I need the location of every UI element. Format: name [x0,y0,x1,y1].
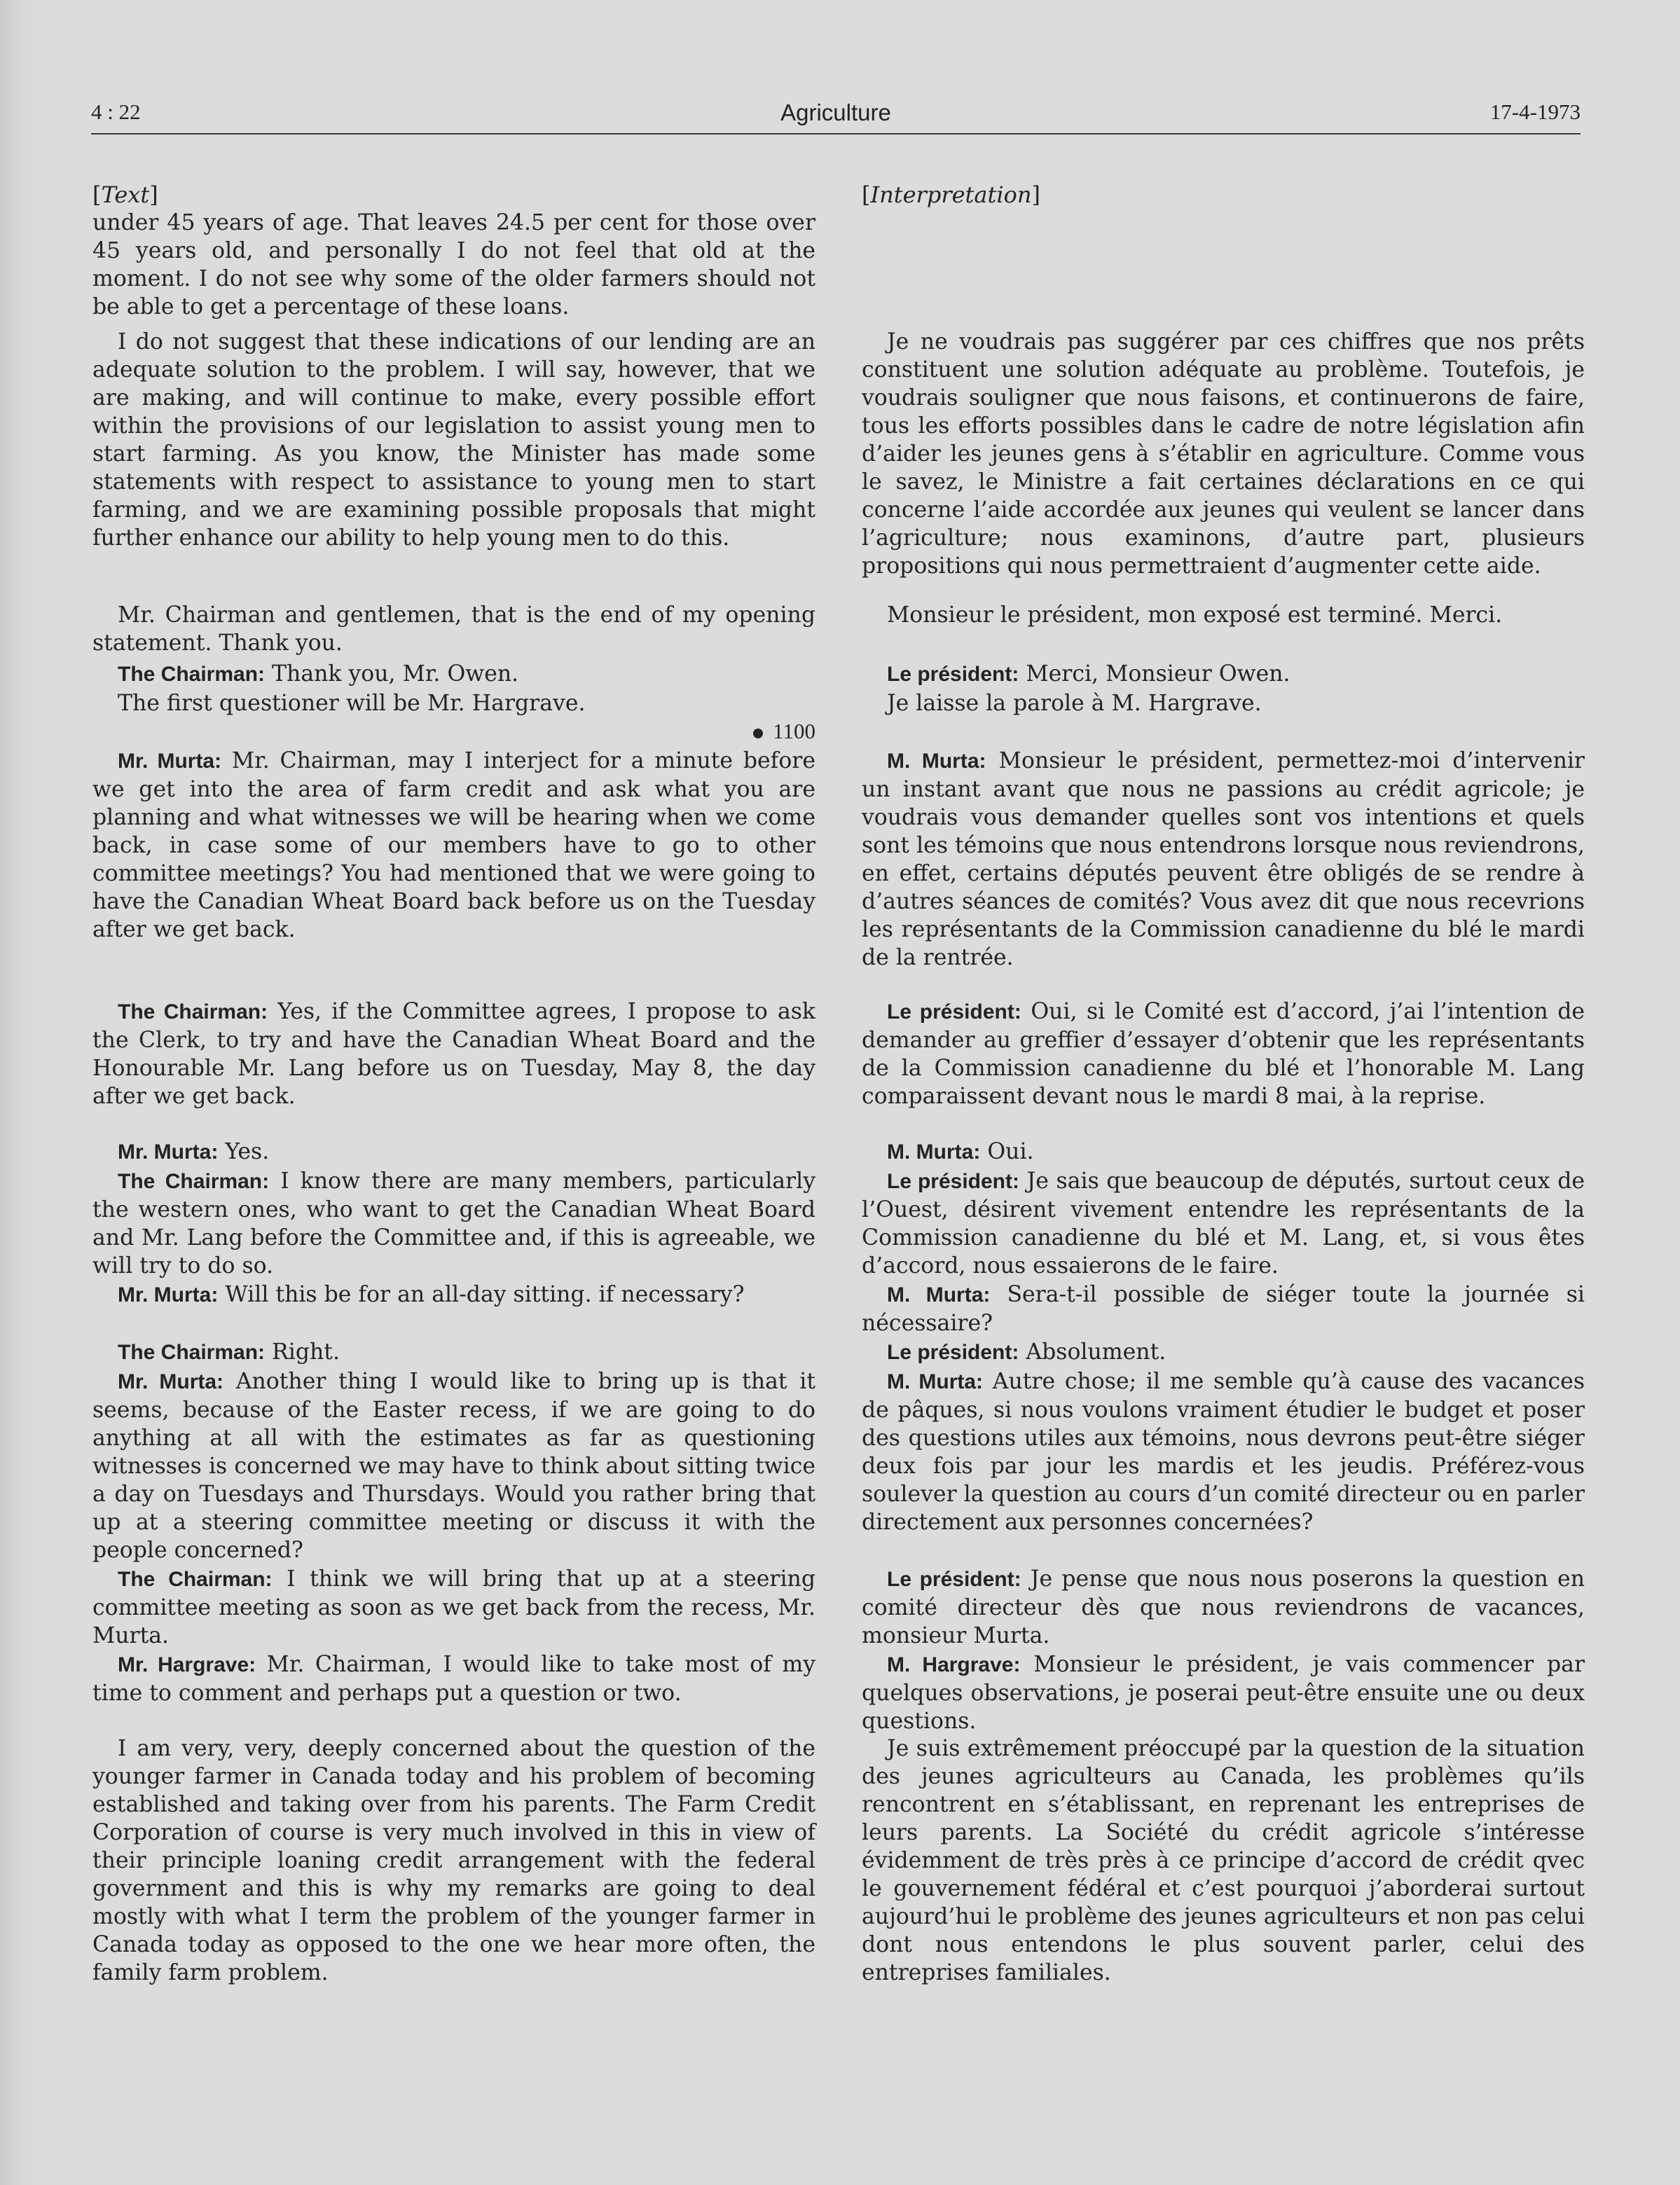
time-marker: 1100 [753,717,815,745]
speech-text: Will this be for an all-day sitting. if necessary? [218,1282,745,1307]
speaker-name: Le président: [887,1568,1021,1591]
speaker-paragraph [92,1167,815,1280]
speaker-name: The Chairman: [118,1000,268,1023]
speaker-name: The Chairman: [118,1341,266,1364]
page-title: Agriculture [780,99,891,125]
page-number: 4 : 22 [91,99,141,124]
speech-text: Merci, Monsieur Owen. [1019,661,1290,687]
paragraph: under 45 years of age. That leaves 24.5 per cent for those over 45 years old, and personally I do not feel that old at the moment. I do not see why some of the older farmers should not be able to get a percentage of these loans. [92,210,815,319]
speaker-paragraph [92,998,815,1110]
speech-text: Mr. Chairman, I would like to take most of my time to comment and perhaps put a question or two. [92,1652,815,1706]
speaker-paragraph [862,1650,1585,1735]
paragraph: Je suis extrêmement préoccupé par la question de la situation des jeunes agriculteurs au Canada, les problèmes qu’ils rencontrent en s’établissant, en reprenant les entreprises de leurs parents. La Société du crédit agricole s’intéresse évidemment de très près à ce principe d’accord de crédit qvec le gouvernement fédéral et c’est pourquoi j’aborderai surtout aujourd’hui le problème des jeunes agriculteurs et non pas celui dont nous entendons le plus souvent parler, celui des entreprises familiales. [862,1736,1585,1985]
speech-text: Je sais que beaucoup de députés, surtout ceux de l’Ouest, désirent vivement entendre les représentants de la Commission canadienne du blé et M. Lang, et, si vous êtes d’accord, nous essaierons de le faire. [862,1169,1585,1278]
speaker-paragraph [862,747,1585,972]
speaker-name: M. Hargrave: [887,1653,1021,1676]
speaker-paragraph [92,1367,815,1564]
paragraph: Mr. Chairman and gentlemen, that is the end of my opening statement. Thank you. [92,602,815,656]
speaker-paragraph [862,1167,1585,1280]
speech-text: Sera-t-il possible de siéger toute la journée si nécessaire? [862,1282,1585,1336]
speech-text: Je pense que nous nous poserons la question en comité directeur dès que nous reviendrons de vacances, monsieur Murta. [862,1566,1585,1648]
paragraph: The first questioner will be Mr. Hargrave. [118,691,586,716]
speaker-name: Le président: [887,1170,1019,1193]
speaker-paragraph [92,747,815,944]
interpretation-tag: [Interpretation] [862,181,1040,208]
speaker-name: Mr. Murta: [118,1140,219,1164]
speech-text: Right. [265,1339,340,1365]
speaker-paragraph [92,1338,815,1367]
page-header [91,97,1581,135]
paragraph: Monsieur le président, mon exposé est terminé. Merci. [887,602,1503,628]
speech-text: Yes, if the Committee agrees, I propose to ask the Clerk, to try and have the Canadian Wheat Board and the Honourable Mr. Lang before us on Tuesday, May 8, the day after we get back. [92,999,815,1109]
speech-text: Thank you, Mr. Owen. [265,661,519,687]
speech-text: I think we will bring that up at a steering committee meeting as soon as we get back from the recess, Mr. Murta. [92,1566,815,1648]
speaker-name: Mr. Hargrave: [118,1653,256,1676]
speaker-paragraph [862,660,1585,689]
text-tag: [Text] [92,181,158,208]
speaker-paragraph [92,1650,815,1707]
speech-text: Oui, si le Comité est d’accord, j’ai l’intention de demander au greffier d’essayer d’obtenir que les représentants de la Commission canadienne du blé et l’honorable M. Lang comparaissent devant nous le mardi 8 mai, à la reprise. [862,999,1585,1109]
paragraph: Je laisse la parole à M. Hargrave. [887,691,1262,716]
speech-text: I know there are many members, particularly the western ones, who want to get the Canadian Wheat Board and Mr. Lang before the Committee and, if this is agreeable, we will try to do so. [92,1169,815,1278]
paragraph: I am very, very, deeply concerned about the question of the younger farmer in Canada today and his problem of becoming established and taking over from his parents. The Farm Credit Corporation of course is very much involved in this in view of their principle loaning credit arrangement with the federal government and this is why my remarks are going to deal mostly with what I term the problem of the younger farmer in Canada today as opposed to the one we hear more often, the family farm problem. [92,1736,815,1985]
paragraph: I do not suggest that these indications of our lending are an adequate solution to the problem. I will say, however, that we are making, and will continue to make, every possible effort within the provisions of our legislation to assist young men to start farming. As you know, the Minister has made some statements with respect to assistance to young men to start farming, and we are examining possible proposals that might further enhance our ability to help young men to do this. [92,329,815,551]
speaker-paragraph [862,1281,1585,1337]
speech-text: Absolument. [1019,1339,1166,1365]
speech-text: Mr. Chairman, may I interject for a minute before we get into the area of farm credit and ask what you are planning and what witnesses we will be hearing when we come back, in case some of our members have to go to other committee meetings? You had mentioned that we were going to have the Canadian Wheat Board back before us on the Tuesday after we get back. [92,748,815,942]
speaker-paragraph [92,1281,815,1309]
speaker-name: Mr. Murta: [118,750,222,773]
speaker-name: The Chairman: [118,1568,273,1591]
speaker-name: M. Murta: [887,750,986,773]
speech-text: Another thing I would like to bring up is that it seems, because of the Easter recess, if we are going to do anything at all with the estimates as far as questioning witnesses is concerned we may have to think about sitting twice a day on Tuesdays and Thursdays. Would you rather bring that up at a steering committee meeting or discuss it with the people concerned? [92,1369,815,1563]
speaker-paragraph [862,1367,1585,1536]
speaker-paragraph [862,998,1585,1110]
speaker-name: M. Murta: [887,1283,991,1307]
speaker-name: M. Murta: [887,1140,981,1164]
speaker-name: Le président: [887,663,1019,686]
bullet-icon [753,729,763,738]
speaker-name: The Chairman: [118,1170,270,1193]
speaker-paragraph [862,1138,1585,1166]
speaker-name: The Chairman: [118,663,266,686]
speech-text: Yes. [218,1139,270,1164]
speaker-name: M. Murta: [887,1370,984,1393]
speaker-paragraph [862,1338,1585,1367]
speech-text: Monsieur le président, je vais commencer par quelques observations, je poserai peut-être ensuite une ou deux questions. [862,1652,1585,1734]
speaker-name: Mr. Murta: [118,1283,219,1307]
paragraph: Je ne voudrais pas suggérer par ces chiffres que nos prêts constituent une solution adéquate au problème. Toutefois, je voudrais souligner que nous faisons, et continuerons de faire, tous les efforts possibles dans le cadre de notre législation afin d’aider les jeunes gens à s’établir en agriculture. Comme vous le savez, le Ministre a fait certaines déclarations en ce qui concerne l’aide accordée aux jeunes qui veulent se lancer dans l’agriculture; nous examinons, d’autre part, plusieurs propositions qui nous permettraient d’augmenter cette aide. [862,329,1585,579]
speech-text: Autre chose; il me semble qu’à cause des vacances de pâques, si nous voulons vraiment étudier le budget et poser des questions utiles aux témoins, nous devrons peut-être siéger deux fois par jour les mardis et les jeudis. Préférez-vous soulever la question au cours d’un comité directeur ou en parler directement aux personnes concernées? [862,1369,1585,1535]
page-date: 17-4-1973 [1489,99,1581,124]
speaker-paragraph [92,1138,815,1166]
speech-text: Oui. [980,1139,1034,1164]
speaker-paragraph [862,1565,1585,1650]
speech-text: Monsieur le président, permettez-moi d’intervenir un instant avant que nous ne passions au crédit agricole; je voudrais vous demander quelles sont vos intentions et quels sont les témoins que nous entendrons lorsque nous reviendrons, en effet, certains députés peuvent être obligés de se rendre à d’autres séances de comités? Vous avez dit que nous recevrions les représentants de la Commission canadienne du blé le mardi de la rentrée. [862,748,1585,970]
speaker-paragraph [92,660,815,689]
speaker-name: Le président: [887,1341,1019,1364]
speaker-paragraph [92,1565,815,1650]
speaker-name: Le président: [887,1000,1021,1023]
speaker-name: Mr. Murta: [118,1370,224,1393]
